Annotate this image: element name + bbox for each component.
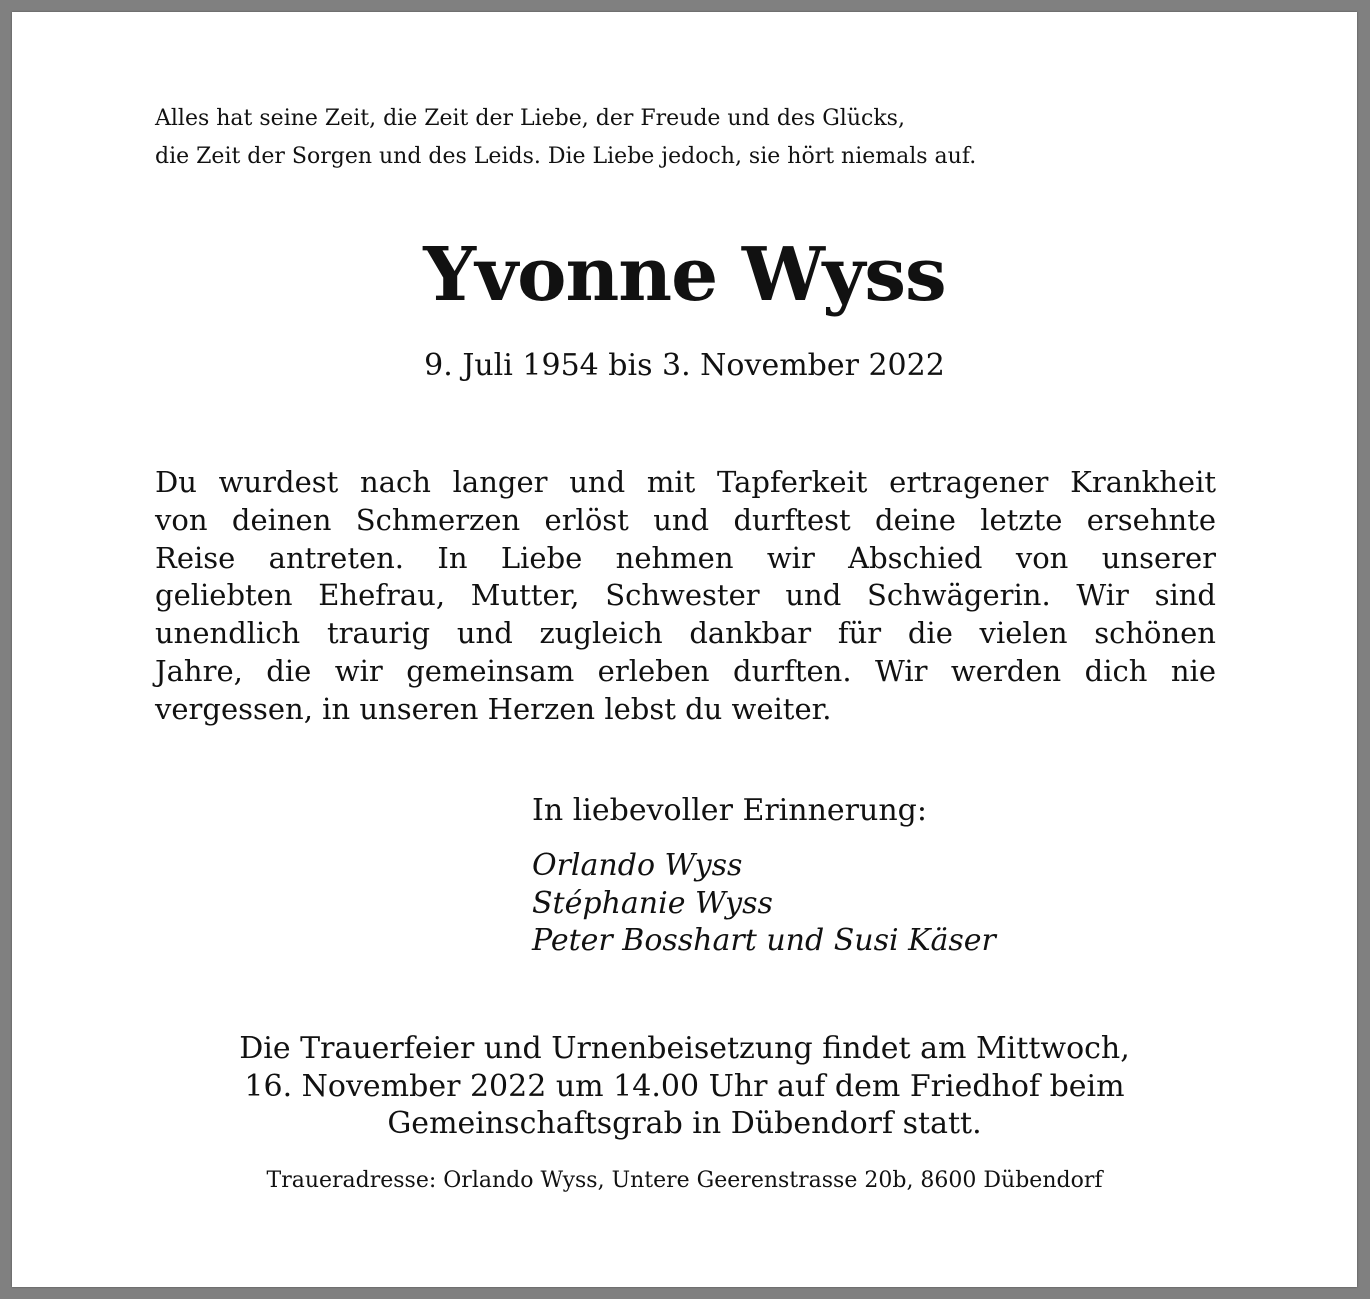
remembrance-heading: In liebevoller Erinnerung:	[532, 793, 927, 828]
mourning-address: Traueradresse: Orlando Wyss, Untere Geerenstrasse 20b, 8600 Dübendorf	[266, 1168, 1103, 1193]
message-line: von deinen Schmerzen erlöst und durftest deine letzte ersehnte	[155, 502, 1216, 537]
message-line: Du wurdest nach langer und mit Tapferkeit ertragener Krankheit	[155, 465, 1216, 499]
ceremony-line: 16. November 2022 um 14.00 Uhr auf dem Friedhof beim	[244, 1068, 1125, 1104]
mourner-name: Orlando Wyss	[532, 848, 743, 883]
message-line: vergessen, in unseren Herzen lebst du weiter.	[155, 691, 832, 726]
life-dates: 9. Juli 1954 bis 3. November 2022	[424, 348, 945, 383]
ceremony-line: Gemeinschaftsgrab in Dübendorf statt.	[387, 1106, 982, 1141]
message-line: Jahre, die wir gemeinsam erleben durften. Wir werden dich nie	[155, 653, 1216, 688]
motto-line: die Zeit der Sorgen und des Leids. Die Liebe jedoch, sie hört niemals auf.	[155, 144, 977, 169]
mourner-name: Stéphanie Wyss	[532, 885, 773, 921]
message-line: unendlich traurig und zugleich dankbar für die vielen schönen	[155, 616, 1216, 651]
message-line: geliebten Ehefrau, Mutter, Schwester und Schwägerin. Wir sind	[155, 578, 1216, 613]
farewell-message	[155, 464, 1216, 729]
obituary-page	[12, 12, 1357, 1287]
motto-quote	[155, 100, 1155, 176]
ceremony-line: Die Trauerfeier und Urnenbeisetzung findet am Mittwoch,	[239, 1031, 1130, 1066]
ceremony-notice	[12, 1030, 1357, 1143]
mourners-list	[532, 847, 996, 960]
motto-line: Alles hat seine Zeit, die Zeit der Liebe, der Freude und des Glücks,	[155, 106, 905, 131]
message-line: Reise antreten. In Liebe nehmen wir Abschied von unserer	[155, 540, 1216, 575]
deceased-name: Yvonne Wyss	[423, 232, 946, 318]
mourner-name: Peter Bosshart und Susi Käser	[532, 923, 996, 958]
